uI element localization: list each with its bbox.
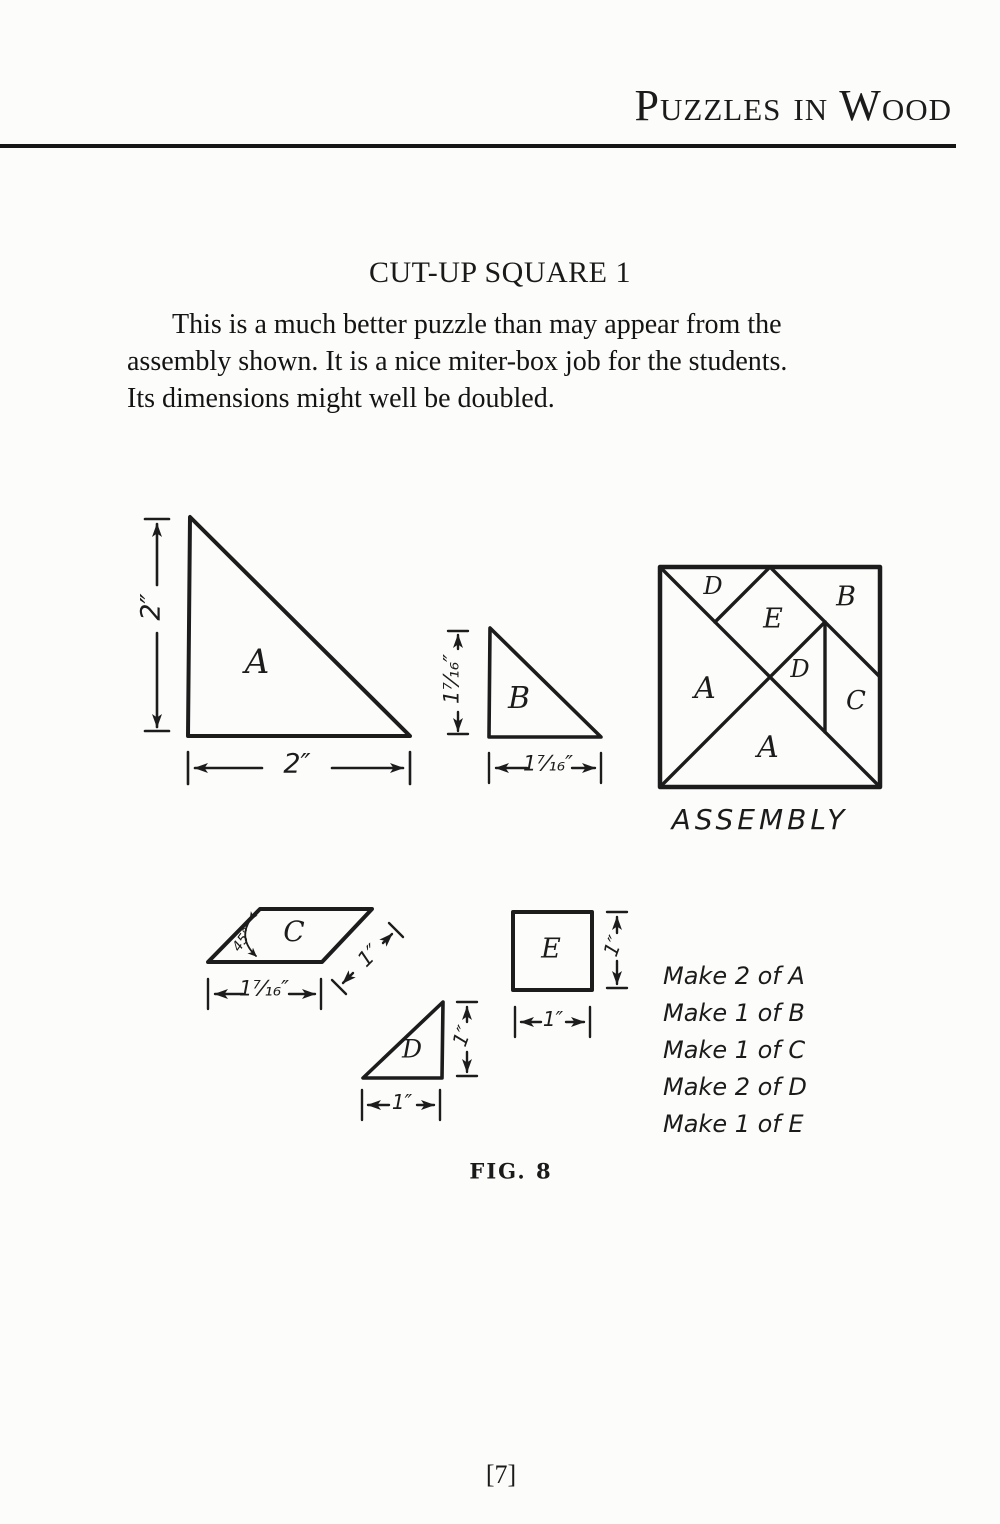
- paragraph-line: assembly shown. It is a nice miter-box job for the students.: [127, 346, 788, 377]
- make-list-item: Make 1 of E: [663, 1110, 804, 1138]
- make-list-item: Make 2 of D: [663, 1073, 807, 1101]
- piece-b-height-dim: 1⁷⁄₁₆″: [439, 654, 464, 704]
- make-list-item: Make 1 of C: [663, 1036, 806, 1064]
- page-number: [7]: [485, 1460, 517, 1489]
- piece-d-label: D: [401, 1034, 423, 1064]
- assembly-region-a2: A: [757, 730, 779, 765]
- piece-d-height-dim: 1″: [447, 1022, 477, 1050]
- assembly-region-d2: D: [790, 655, 810, 683]
- piece-c-label: C: [283, 915, 305, 948]
- make-list: [663, 958, 807, 1143]
- piece-c-base-dim: 1⁷⁄₁₆″: [239, 976, 289, 1001]
- assembly-region-e: E: [763, 603, 783, 635]
- piece-b-base-dim: 1⁷⁄₁₆″: [523, 751, 573, 776]
- assembly-region-a1: A: [694, 671, 716, 706]
- page-title: CUT-UP SQUARE 1: [369, 256, 631, 289]
- running-header-title: Puzzles in Wood: [634, 81, 952, 130]
- piece-e-base-dim: 1″: [542, 1007, 564, 1031]
- assembly-caption: ASSEMBLY: [671, 803, 849, 836]
- make-list-item: Make 2 of A: [663, 962, 805, 990]
- piece-c-angle: 45°: [229, 925, 257, 955]
- piece-c-side-dim: 1″: [352, 939, 385, 972]
- piece-e-label: E: [541, 933, 561, 965]
- assembly-region-b: B: [836, 581, 856, 613]
- piece-a-label: A: [244, 642, 270, 682]
- piece-b-label: B: [507, 681, 531, 716]
- assembly-region-c: C: [846, 686, 866, 716]
- paragraph-line: Its dimensions might well be doubled.: [127, 383, 555, 414]
- piece-a-base-dim: 2″: [283, 748, 311, 780]
- piece-d-base-dim: 1″: [391, 1090, 413, 1114]
- paragraph-line: This is a much better puzzle than may appear from the: [172, 309, 782, 340]
- piece-a-height-dim: 2″: [135, 593, 167, 621]
- make-list-item: Make 1 of B: [663, 999, 805, 1027]
- piece-e-height-dim: 1″: [598, 932, 628, 960]
- figure-caption: FIG. 8: [469, 1158, 553, 1184]
- assembly-region-d1: D: [703, 572, 723, 600]
